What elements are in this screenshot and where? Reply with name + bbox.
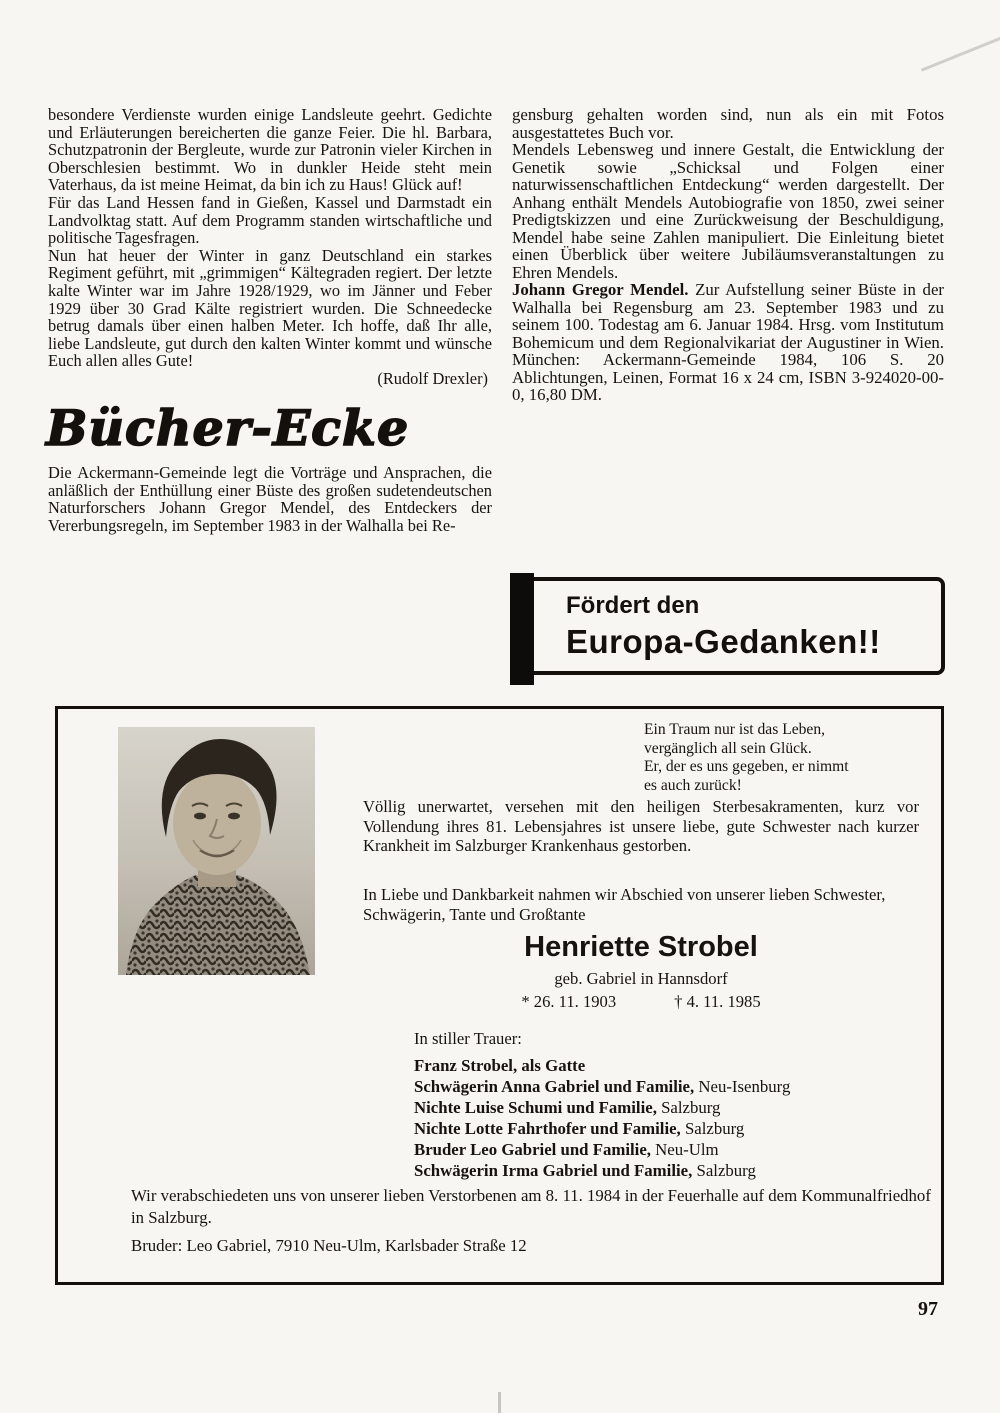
mourner-name: Nichte Lotte Fahrthofer und Familie, xyxy=(414,1119,681,1138)
scan-artifact-smudge xyxy=(498,1392,501,1413)
promo-line-1: Fördert den xyxy=(566,592,700,619)
poem-line: vergänglich all sein Glück. xyxy=(644,739,812,757)
mourner-name: Schwägerin Anna Gabriel und Familie, xyxy=(414,1077,695,1096)
mourner-name: Franz Strobel, als Gatte xyxy=(414,1056,586,1075)
mourner-place: Salzburg xyxy=(661,1098,721,1117)
mourner-entry xyxy=(414,1076,790,1097)
book-title: Johann Gregor Mendel. xyxy=(512,280,689,299)
book-reference xyxy=(512,281,944,404)
life-dates xyxy=(363,992,919,1012)
mourner-name: Nichte Luise Schumi und Familie, xyxy=(414,1098,657,1117)
article-paragraph: Mendels Lebensweg und innere Gestalt, die Entwicklung der Genetik sowie „Schicksal und Folgen einer naturwissenschaftlichen Entdeckung“ werden dargestellt. Der Anhang enthält Mendels Autobiografie von 1850, zwei seiner Predigtskizzen und eine Zurückweisung der Beschuldigung, Mendel habe seine Zahlen manipuliert. Die Einleitung bietet einen Überblick über weitere Jubiläumsveranstaltungen zu Ehren Mendels. xyxy=(512,140,944,282)
mourner-entry xyxy=(414,1139,790,1160)
page-number: 97 xyxy=(918,1298,938,1320)
buecher-ecke-heading: Bücher-Ecke xyxy=(46,398,410,457)
born-date: * 26. 11. 1903 xyxy=(521,992,617,1011)
mourners-list xyxy=(414,1055,790,1181)
mourner-entry xyxy=(414,1118,790,1139)
promo-line-2: Europa-Gedanken!! xyxy=(566,623,881,660)
mourner-entry xyxy=(414,1097,790,1118)
mourning-label: In stiller Trauer: xyxy=(414,1029,522,1048)
obituary-poem xyxy=(644,721,849,795)
europa-promo-box xyxy=(512,577,945,675)
article-left-column xyxy=(48,106,492,534)
mourner-place: Salzburg xyxy=(684,1119,745,1138)
mourner-place: Neu-Ulm xyxy=(655,1140,719,1159)
book-details: Zur Aufstellung seiner Büste in der Walhalla bei Regensburg am 23. September 1983 und zu seinem 100. Todestag am 6. Januar 1984. Hrsg. vom Institutum Bohemicum und dem Regionalvikariat der Augustiner in Wien. München: Ackermann-Gemeinde 1984, 106 S. 20 Ablichtungen, Leinen, Format 16 x 24 cm, ISBN 3-924020-00-0, 16,80 DM. xyxy=(512,280,944,404)
mourner-place: Salzburg xyxy=(696,1161,756,1180)
mourner-name: Schwägerin Irma Gabriel und Familie, xyxy=(414,1161,693,1180)
books-intro-paragraph: Die Ackermann-Gemeinde legt die Vorträge und Ansprachen, die anläßlich der Enthüllung einer Büste des großen sudetendeutschen Naturforschers Johann Gregor Mendel, des Entdeckers der Vererbungsregeln, im September 1983 in der Walhalla bei Re- xyxy=(48,462,492,535)
poem-line: es auch zurück! xyxy=(644,776,742,794)
died-date: † 4. 11. 1985 xyxy=(674,992,761,1011)
obituary-paragraph: Völlig unerwartet, versehen mit den heiligen Sterbesakramenten, kurz vor Vollendung ihres 81. Lebensjahres ist unsere liebe, gute Schwester nach kurzer Krankheit im Salzburger Krankenhaus gestorben. xyxy=(363,797,919,855)
promo-text xyxy=(566,592,881,661)
mourner-entry xyxy=(414,1160,790,1181)
promo-left-bar xyxy=(510,573,534,685)
article-byline: (Rudolf Drexler) xyxy=(377,368,488,388)
article-paragraph: Für das Land Hessen fand in Gießen, Kassel und Darmstadt ein Landvolktag statt. Auf dem Programm standen wirtschaftliche und politische Tagesfragen. xyxy=(48,192,492,248)
mourner-place: Neu-Isenburg xyxy=(698,1077,791,1096)
mourner-name: Bruder Leo Gabriel und Familie, xyxy=(414,1140,651,1159)
obituary-paragraph: In Liebe und Dankbarkeit nahmen wir Abschied von unserer lieben Schwester, Schwägerin, Tante und Großtante xyxy=(363,885,886,924)
article-right-column xyxy=(512,106,944,404)
birth-name: geb. Gabriel in Hannsdorf xyxy=(554,969,728,988)
article-paragraph: Nun hat heuer der Winter in ganz Deutschland ein starkes Regiment geführt, mit „grimmigen“ Kältegraden regiert. Der letzte kalte Winter war im Jahre 1928/1929, wo im Jänner und Feber 1929 über 30 Grad Kälte registriert wurden. Die Schneedecke betrug damals über einen halben Meter. Ich hoffe, daß Ihr alle, liebe Landsleute, gut durch den kalten Winter kommt und wünsche Euch allen alles Gute! xyxy=(48,245,492,371)
deceased-name: Henriette Strobel xyxy=(524,931,758,963)
mourner-entry xyxy=(414,1055,790,1076)
contact-line: Bruder: Leo Gabriel, 7910 Neu-Ulm, Karlsbader Straße 12 xyxy=(131,1236,527,1255)
article-paragraph: besondere Verdienste wurden einige Landsleute geehrt. Gedichte und Erläuterungen bereicherten die ganze Feier. Die hl. Barbara, Schutzpatronin der Bergleute, wurde zur Patronin vieler Kirchen in Oberschlesien bestimmt. Wo in dunkler Heide steht mein Vaterhaus, da ist meine Heimat, da bin ich zu Haus! Glück auf! xyxy=(48,105,492,195)
portrait-photo xyxy=(118,727,315,975)
poem-line: Er, der es uns gegeben, er nimmt xyxy=(644,758,849,775)
farewell-note: Wir verabschiedeten uns von unserer lieben Verstorbenen am 8. 11. 1984 in der Feuerhalle auf dem Kommunalfriedhof in Salzburg. xyxy=(131,1186,931,1227)
poem-line: Ein Traum nur ist das Leben, xyxy=(644,721,826,738)
scan-artifact-line xyxy=(921,35,1000,71)
obituary-box xyxy=(55,706,944,1285)
article-paragraph: gensburg gehalten worden sind, nun als ein mit Fotos ausgestattetes Buch vor. xyxy=(512,105,944,142)
